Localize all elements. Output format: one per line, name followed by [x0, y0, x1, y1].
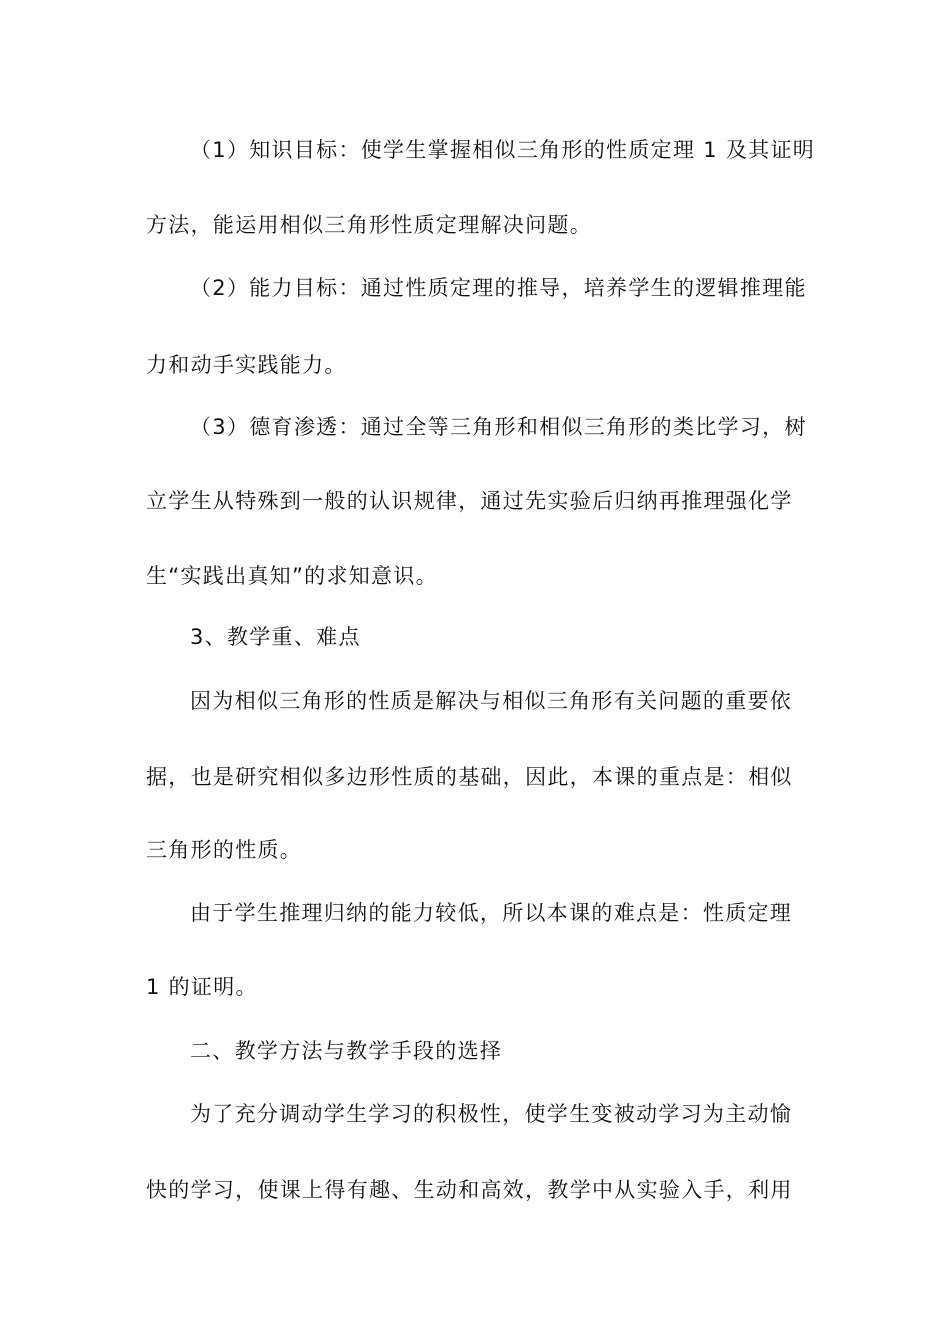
difficulty-paragraph-line-2: 1 的证明。	[146, 975, 258, 999]
key-points-paragraph-line-1: 因为相似三角形的性质是解决与相似三角形有关问题的重要依	[190, 689, 793, 713]
section-heading-teaching-methods: 二、教学方法与教学手段的选择	[190, 1039, 503, 1063]
objective-knowledge-line-2: 方法，能运用相似三角形性质定理解决问题。	[146, 213, 592, 237]
key-points-paragraph-line-3: 三角形的性质。	[146, 838, 303, 862]
objective-ability-line-2: 力和动手实践能力。	[146, 353, 347, 377]
section-heading-key-points: 3、教学重、难点	[190, 625, 361, 649]
key-points-paragraph-line-2: 据，也是研究相似多边形性质的基础，因此，本课的重点是：相似	[146, 765, 793, 789]
objective-moral-line-2: 立学生从特殊到一般的认识规律，通过先实验后归纳再推理强化学	[146, 489, 793, 513]
methods-paragraph-line-2: 快的学习，使课上得有趣、生动和高效，教学中从实验入手，利用	[146, 1178, 793, 1202]
objective-ability-line-1: （2）能力目标：通过性质定理的推导，培养学生的逻辑推理能	[190, 276, 807, 300]
methods-paragraph-line-1: 为了充分调动学生学习的积极性，使学生变被动学习为主动愉	[190, 1102, 793, 1126]
difficulty-paragraph-line-1: 由于学生推理归纳的能力较低，所以本课的难点是：性质定理	[190, 901, 793, 925]
objective-moral-line-1: （3）德育渗透：通过全等三角形和相似三角形的类比学习，树	[190, 415, 807, 439]
objective-moral-line-3: 生“实践出真知”的求知意识。	[146, 564, 438, 588]
objective-knowledge-line-1: （1）知识目标：使学生掌握相似三角形的性质定理 1 及其证明	[190, 138, 816, 162]
